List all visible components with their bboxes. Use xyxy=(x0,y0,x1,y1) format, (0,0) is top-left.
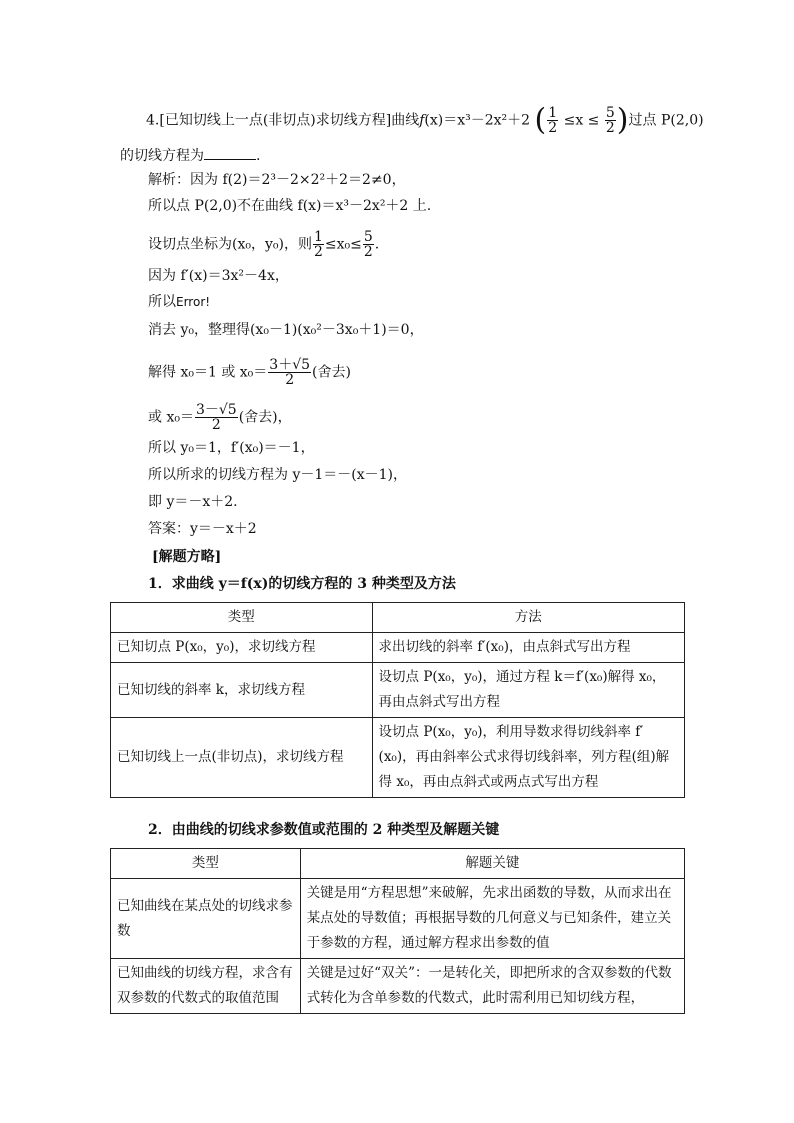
table-cell: 已知切线的斜率 k，求切线方程 xyxy=(111,663,373,718)
table-cell: 求出切线的斜率 f′(x₀)，由点斜式写出方程 xyxy=(372,633,684,663)
solution-line-10: 所以所求的切线方程为 y－1＝－(x－1)， xyxy=(148,467,407,483)
header-type: 类型 xyxy=(111,603,373,633)
solution-l3-text: 设切点坐标为(x₀，y₀)，则 xyxy=(148,236,312,253)
l3-fraction-1 xyxy=(313,230,324,259)
solution-line-11: 即 y＝－x＋2. xyxy=(148,494,238,510)
range-mid: ≤x ≤ xyxy=(563,112,600,129)
table-row xyxy=(111,718,685,798)
table-row xyxy=(111,663,685,718)
table-row xyxy=(111,879,685,959)
header-type: 类型 xyxy=(111,849,301,879)
table-cell: 已知切点 P(x₀，y₀)，求切线方程 xyxy=(111,633,373,663)
range-right-num: 5 xyxy=(605,105,615,121)
range-right-den: 2 xyxy=(605,120,615,136)
problem-line-1 xyxy=(146,102,704,138)
left-paren: ( xyxy=(534,102,547,138)
problem-text-a: 曲线 xyxy=(391,112,420,129)
table-row xyxy=(111,959,685,1014)
l3-num1: 1 xyxy=(313,229,323,245)
table-cell: 已知切线上一点(非切点)，求切线方程 xyxy=(111,718,373,798)
l7-text: 解得 x₀＝1 或 x₀＝ xyxy=(148,364,268,381)
solution-line-3 xyxy=(148,230,379,259)
table-tangent-types xyxy=(110,602,685,798)
l3-mid: ≤x₀≤ xyxy=(324,236,362,253)
table-row xyxy=(111,633,685,663)
l3-den2: 2 xyxy=(363,244,373,260)
problem-line-2 xyxy=(120,145,260,166)
error-text: Error! xyxy=(176,295,211,309)
range-left-num: 1 xyxy=(548,105,558,121)
l3-den1: 2 xyxy=(313,244,323,260)
table-cell: 设切点 P(x₀，y₀)，利用导数求得切线斜率 f′(x₀)，再由斜率公式求得切线斜率，列方程(组)解得 x₀，再由点斜式或两点式写出方程 xyxy=(372,718,684,798)
answer-blank xyxy=(204,145,256,160)
solution-line-5 xyxy=(148,292,210,312)
l5-text: 所以 xyxy=(148,294,176,310)
strategy-heading: [解题方略] xyxy=(152,549,222,565)
table-cell: 已知曲线在某点处的切线求参数 xyxy=(111,879,301,959)
l7-fraction xyxy=(268,358,311,387)
problem-text-b: 过点 P(2,0) xyxy=(628,112,704,129)
solution-line-4: 因为 f′(x)＝3x²－4x， xyxy=(148,268,289,284)
range-right-fraction xyxy=(605,106,616,135)
l7-den: 2 xyxy=(285,372,295,388)
table-cell: 设切点 P(x₀，y₀)，通过方程 k＝f′(x₀)解得 x₀，再由点斜式写出方程 xyxy=(372,663,684,718)
l7-end: (舍去) xyxy=(312,364,351,381)
l8-num: 3－√5 xyxy=(195,402,237,418)
l8-fraction xyxy=(195,403,238,432)
solution-line-8 xyxy=(148,403,292,432)
solution-line-2: 所以点 P(2,0)不在曲线 f(x)＝x³－2x²＋2 上. xyxy=(148,198,432,214)
table-header-row xyxy=(111,603,685,633)
l8-den: 2 xyxy=(211,417,221,433)
table-cell: 关键是用“方程思想”来破解，先求出函数的导数，从而求出在某点处的导数值；再根据导数的几何意义与已知条件，建立关于参数的方程，通过解方程求出参数的值 xyxy=(300,879,684,959)
strategy-sub2: 2．由曲线的切线求参数值或范围的 2 种类型及解题关键 xyxy=(148,822,500,838)
header-method: 方法 xyxy=(372,603,684,633)
answer-line: 答案：y＝－x＋2 xyxy=(148,521,257,537)
problem-line2-end: . xyxy=(256,148,261,164)
header-key: 解题关键 xyxy=(300,849,684,879)
l7-num: 3＋√5 xyxy=(269,357,311,373)
problem-number: 4. xyxy=(146,112,160,129)
l8-text: 或 x₀＝ xyxy=(148,409,194,426)
range-left-fraction xyxy=(547,106,558,135)
l3-end: . xyxy=(374,236,380,253)
l3-num2: 5 xyxy=(363,229,373,245)
problem-line2-text: 的切线方程为 xyxy=(120,148,204,164)
range-left-den: 2 xyxy=(548,120,558,136)
function-name: f xyxy=(419,112,425,129)
table-cell: 关键是过好“双关”：一是转化关，即把所求的含双参数的代数式转化为含单参数的代数式，此时需利用已知切线方程， xyxy=(300,959,684,1014)
l8-end: (舍去)， xyxy=(238,409,292,426)
l3-fraction-2 xyxy=(363,230,374,259)
solution-line-6: 消去 y₀，整理得(x₀－1)(x₀²－3x₀＋1)＝0， xyxy=(148,322,424,338)
solution-line-1: 解析：因为 f(2)＝2³－2×2²＋2＝2≠0， xyxy=(148,172,406,188)
solution-line-7 xyxy=(148,358,351,387)
problem-tag: [已知切线上一点(非切点)求切线方程] xyxy=(159,112,392,129)
solution-line-9: 所以 y₀＝1，f′(x₀)＝－1， xyxy=(148,440,315,456)
strategy-sub1: 1．求曲线 y＝f(x)的切线方程的 3 种类型及方法 xyxy=(148,576,456,592)
table-header-row xyxy=(111,849,685,879)
function-body: (x)＝x³－2x²＋2 xyxy=(424,112,531,129)
right-paren: ) xyxy=(616,102,629,138)
table-cell: 已知曲线的切线方程，求含有双参数的代数式的取值范围 xyxy=(111,959,301,1014)
table-parameter-types xyxy=(110,848,685,1014)
